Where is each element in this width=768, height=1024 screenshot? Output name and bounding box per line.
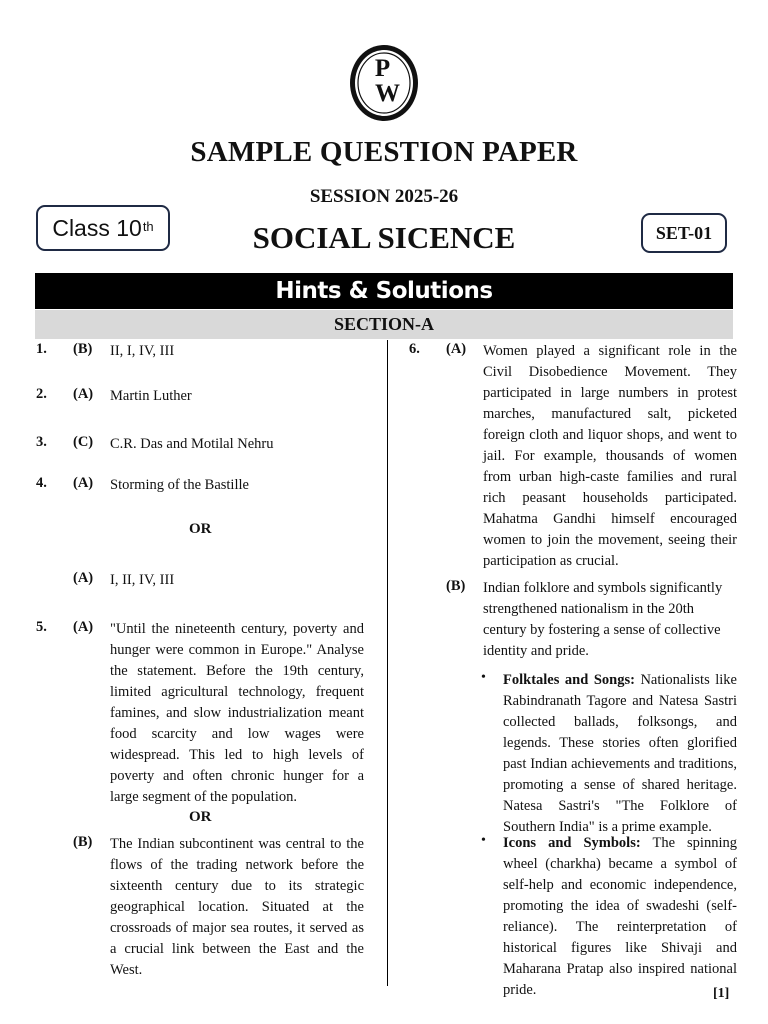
- bullet-2-text: The spinning wheel (charkha) became a symbol of self-help and economic independence, promoting the idea of swadeshi (self-reliance). The reinterpretation of historical figures like Shivaji and Maharana Pratap also inspired national pride.: [503, 835, 737, 998]
- class-suffix: th: [142, 218, 154, 234]
- q1-option: (B): [73, 341, 93, 357]
- subject-title: SOCIAL SICENCE: [252, 220, 516, 255]
- bullet-1-heading: Folktales and Songs:: [503, 672, 635, 688]
- q4-number: 4.: [36, 475, 47, 491]
- q5-answer: "Until the nineteenth century, poverty and hunger were common in Europe." Analyse the statement. Before the 19th century, limited agricultural technology, frequent famines, and slow industrialization meant food scarcity and low wages were widespread. This led to high levels of poverty and often chronic hunger for a large segment of the population.: [110, 621, 364, 805]
- q1-number: 1.: [36, 341, 47, 357]
- q4b-option: (A): [73, 570, 94, 586]
- q5b-answer: The Indian subcontinent was central to the flows of the trading network before the sixteenth century due to its strategic geographical location. Situated at the crossroads of major sea routes, it served as a crucial link between the East and the West.: [110, 836, 364, 978]
- q6b-option: (B): [446, 578, 466, 594]
- q4-or: OR: [189, 521, 212, 537]
- q6-option: (A): [446, 341, 467, 357]
- q2-number: 2.: [36, 386, 47, 402]
- logo-letters: [349, 56, 419, 106]
- q6-number: 6.: [409, 341, 420, 357]
- column-divider: [387, 340, 388, 986]
- logo-letter-p: P: [374, 55, 390, 82]
- q5-option: (A): [73, 619, 94, 635]
- hints-solutions-banner: Hints & Solutions: [35, 273, 733, 309]
- bullet-2-marker: •: [481, 833, 486, 848]
- bullet-1: [503, 670, 737, 838]
- q5-number: 5.: [36, 619, 47, 635]
- q4-option: (A): [73, 475, 94, 491]
- q1-answer: II, I, IV, III: [110, 343, 175, 359]
- q4b-answer: I, II, IV, III: [110, 572, 175, 588]
- q4-answer: Storming of the Bastille: [110, 477, 249, 493]
- q6b-answer: Indian folklore and symbols significantly strengthened nationalism in the 20th century by fostering a sense of collective identity and pride.: [483, 580, 723, 659]
- paper-title: SAMPLE QUESTION PAPER: [190, 136, 578, 168]
- section-a-banner: SECTION-A: [35, 310, 733, 339]
- bullet-1-text: Nationalists like Rabindranath Tagore and Natesa Sastri collected ballads, folksongs, and legends. These stories often glorified past Indian achievements and traditions, promoting a sense of shared heritage. Natesa Sastri's "The Folklore of Southern India" is a prime example.: [503, 672, 737, 835]
- q6-answer: Women played a significant role in the Civil Disobedience Movement. They participated in large numbers in protest marches, manufactured salt, picketed foreign cloth and liquor shops, and went to jail. For example, thousands of women from urban high-caste families and rural rich peasant households participated. Mahatma Gandhi himself encouraged women to join the movement, seeing their participation as crucial.: [483, 343, 737, 569]
- q5b-option: (B): [73, 834, 93, 850]
- q3-answer: C.R. Das and Motilal Nehru: [110, 436, 274, 452]
- bullet-2: [503, 833, 737, 1001]
- q2-answer: Martin Luther: [110, 388, 192, 404]
- q3-number: 3.: [36, 434, 47, 450]
- session-label: SESSION 2025-26: [309, 186, 459, 207]
- bullet-2-heading: Icons and Symbols:: [503, 835, 641, 851]
- q3-option: (C): [73, 434, 94, 450]
- logo-letter-w: W: [375, 80, 399, 107]
- set-badge: SET-01: [641, 213, 727, 253]
- bullet-1-marker: •: [481, 670, 486, 685]
- page-number: [1]: [713, 986, 730, 1001]
- q2-option: (A): [73, 386, 94, 402]
- q5-or: OR: [189, 809, 212, 825]
- class-label: Class 10: [52, 214, 142, 241]
